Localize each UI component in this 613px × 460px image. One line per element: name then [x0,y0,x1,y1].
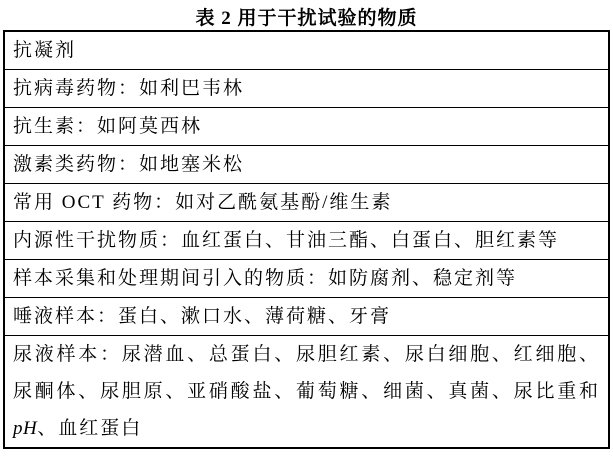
table-title: 表 2 用于干扰试验的物质 [195,8,418,29]
row-cell-oct-drugs: 常用 OCT 药物：如对乙酰氨基酚/维生素 [4,184,609,222]
table-row [4,70,609,108]
urine-row-text-pre: 尿液样本：尿潜血、总蛋白、尿胆红素、尿白细胞、红细胞、尿酮体、尿胆原、亚硝酸盐、葡萄糖、细菌、真菌、尿比重和 [13,344,600,402]
urine-row-text-post: 、血红蛋白 [37,418,143,439]
row-cell-anticoagulant: 抗凝剂 [4,31,609,70]
row-cell-saliva: 唾液样本：蛋白、漱口水、薄荷糖、牙膏 [4,298,609,336]
interference-substances-table [3,30,610,449]
row-cell-urine [4,336,609,449]
ph-italic-text: pH [13,418,38,439]
table-row [4,184,609,222]
row-cell-antibiotic: 抗生素：如阿莫西林 [4,108,609,146]
table-row [4,222,609,260]
table-row [4,298,609,336]
row-cell-antiviral: 抗病毒药物：如利巴韦林 [4,70,609,108]
table-row [4,146,609,184]
table-row [4,260,609,298]
row-cell-collection: 样本采集和处理期间引入的物质：如防腐剂、稳定剂等 [4,260,609,298]
row-cell-hormone: 激素类药物：如地塞米松 [4,146,609,184]
table-row [4,31,609,70]
row-cell-endogenous: 内源性干扰物质：血红蛋白、甘油三酯、白蛋白、胆红素等 [4,222,609,260]
table-row [4,336,609,449]
table-row [4,108,609,146]
